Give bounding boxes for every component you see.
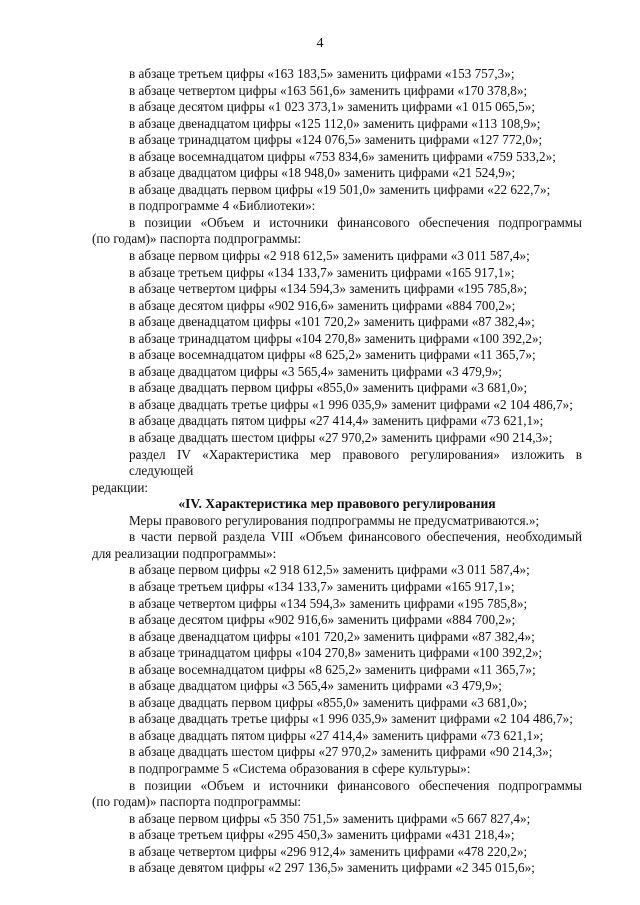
text-line: в абзаце двадцать первом цифры «855,0» заменить цифрами «3 681,0»; [129, 380, 528, 396]
text-line: (по годам)» паспорта подпрограммы: [92, 794, 302, 810]
text-line: в абзаце первом цифры «2 918 612,5» заменить цифрами «3 011 587,4»; [129, 562, 530, 578]
text-line: в абзаце восемнадцатом цифры «8 625,2» заменить цифрами «11 365,7»; [129, 347, 536, 363]
section-heading: «IV. Характеристика мер правового регулирования [178, 496, 496, 512]
text-line: в абзаце двадцать первом цифры «19 501,0» заменить цифрами «22 622,7»; [129, 181, 551, 197]
text-line: в абзаце четвертом цифры «163 561,6» заменить цифрами «170 378,8»; [129, 82, 528, 98]
text-line: в подпрограмме 5 «Система образования в сфере культуры»: [129, 760, 471, 776]
text-line: Меры правового регулирования подпрограммы не предусматриваются.»; [129, 512, 540, 528]
text-line: в абзаце третьем цифры «134 133,7» заменить цифрами «165 917,1»; [129, 578, 515, 594]
text-line: в абзаце двадцатом цифры «3 565,4» заменить цифрами «3 479,9»; [129, 678, 502, 694]
text-line: в абзаце десятом цифры «902 916,6» заменить цифрами «884 700,2»; [129, 297, 516, 313]
text-line: в абзаце четвертом цифры «296 912,4» заменить цифрами «478 220,2»; [129, 843, 528, 859]
text-line: для реализации подпрограммы»: [92, 545, 277, 561]
text-line: в абзаце восемнадцатом цифры «753 834,6» заменить цифрами «759 533,2»; [129, 148, 556, 164]
text-line: в позиции «Объем и источники финансового обеспечения подпрограммы [129, 777, 582, 793]
text-line: в абзаце тринадцатом цифры «104 270,8» заменить цифрами «100 392,2»; [129, 330, 543, 346]
text-line: в подпрограмме 4 «Библиотеки»: [129, 198, 316, 214]
text-line: в абзаце двадцать первом цифры «855,0» заменить цифрами «3 681,0»; [129, 694, 528, 710]
text-line: в абзаце четвертом цифры «134 594,3» заменить цифрами «195 785,8»; [129, 281, 528, 297]
text-line: в абзаце тринадцатом цифры «124 076,5» заменить цифрами «127 772,0»; [129, 132, 543, 148]
text-line: в абзаце двадцать шестом цифры «27 970,2» заменить цифрами «90 214,3»; [129, 744, 553, 760]
text-line: редакции: [92, 479, 149, 495]
document-body [92, 66, 582, 877]
text-line: в абзаце двадцать третье цифры «1 996 035,9» заменит цифрами «2 104 486,7»; [129, 711, 573, 727]
text-line: в абзаце двадцать пятом цифры «27 414,4» заменить цифрами «73 621,1»; [129, 727, 544, 743]
text-line: в абзаце двадцатом цифры «18 948,0» заменить цифрами «21 524,9»; [129, 165, 516, 181]
text-line: в абзаце тринадцатом цифры «104 270,8» заменить цифрами «100 392,2»; [129, 645, 543, 661]
text-line: в абзаце десятом цифры «902 916,6» заменить цифрами «884 700,2»; [129, 612, 516, 628]
text-line: в абзаце девятом цифры «2 297 136,5» заменить цифрами «2 345 015,6»; [129, 860, 535, 876]
text-line: в абзаце третьем цифры «134 133,7» заменить цифрами «165 917,1»; [129, 264, 515, 280]
text-line: в абзаце четвертом цифры «134 594,3» заменить цифрами «195 785,8»; [129, 595, 528, 611]
page-number: 4 [316, 36, 324, 51]
text-line: в позиции «Объем и источники финансового обеспечения подпрограммы [129, 214, 582, 230]
text-line: в абзаце двадцать шестом цифры «27 970,2» заменить цифрами «90 214,3»; [129, 430, 553, 446]
text-line: раздел IV «Характеристика мер правового регулирования» изложить в следующей [129, 446, 582, 479]
text-line: в абзаце двадцатом цифры «3 565,4» заменить цифрами «3 479,9»; [129, 363, 502, 379]
text-line: в абзаце третьем цифры «163 183,5» заменить цифрами «153 757,3»; [129, 66, 515, 81]
text-line: в части первой раздела VIII «Объем финансового обеспечения, необходимый [129, 529, 582, 545]
text-line: в абзаце двенадцатом цифры «125 112,0» заменить цифрами «113 108,9»; [129, 115, 541, 131]
text-line: в абзаце третьем цифры «295 450,3» заменить цифрами «431 218,4»; [129, 827, 515, 843]
text-line: в абзаце двадцать пятом цифры «27 414,4» заменить цифрами «73 621,1»; [129, 413, 544, 429]
text-line: в абзаце двенадцатом цифры «101 720,2» заменить цифрами «87 382,4»; [129, 628, 535, 644]
text-line: (по годам)» паспорта подпрограммы: [92, 231, 302, 247]
text-line: в абзаце двадцать третье цифры «1 996 035,9» заменит цифрами «2 104 486,7»; [129, 396, 573, 412]
text-line: в абзаце первом цифры «2 918 612,5» заменить цифрами «3 011 587,4»; [129, 248, 530, 264]
text-line: в абзаце двенадцатом цифры «101 720,2» заменить цифрами «87 382,4»; [129, 314, 535, 330]
text-line: в абзаце восемнадцатом цифры «8 625,2» заменить цифрами «11 365,7»; [129, 661, 536, 677]
text-line: в абзаце первом цифры «5 350 751,5» заменить цифрами «5 667 827,4»; [129, 810, 531, 826]
text-line: в абзаце десятом цифры «1 023 373,1» заменить цифрами «1 015 065,5»; [129, 99, 536, 115]
